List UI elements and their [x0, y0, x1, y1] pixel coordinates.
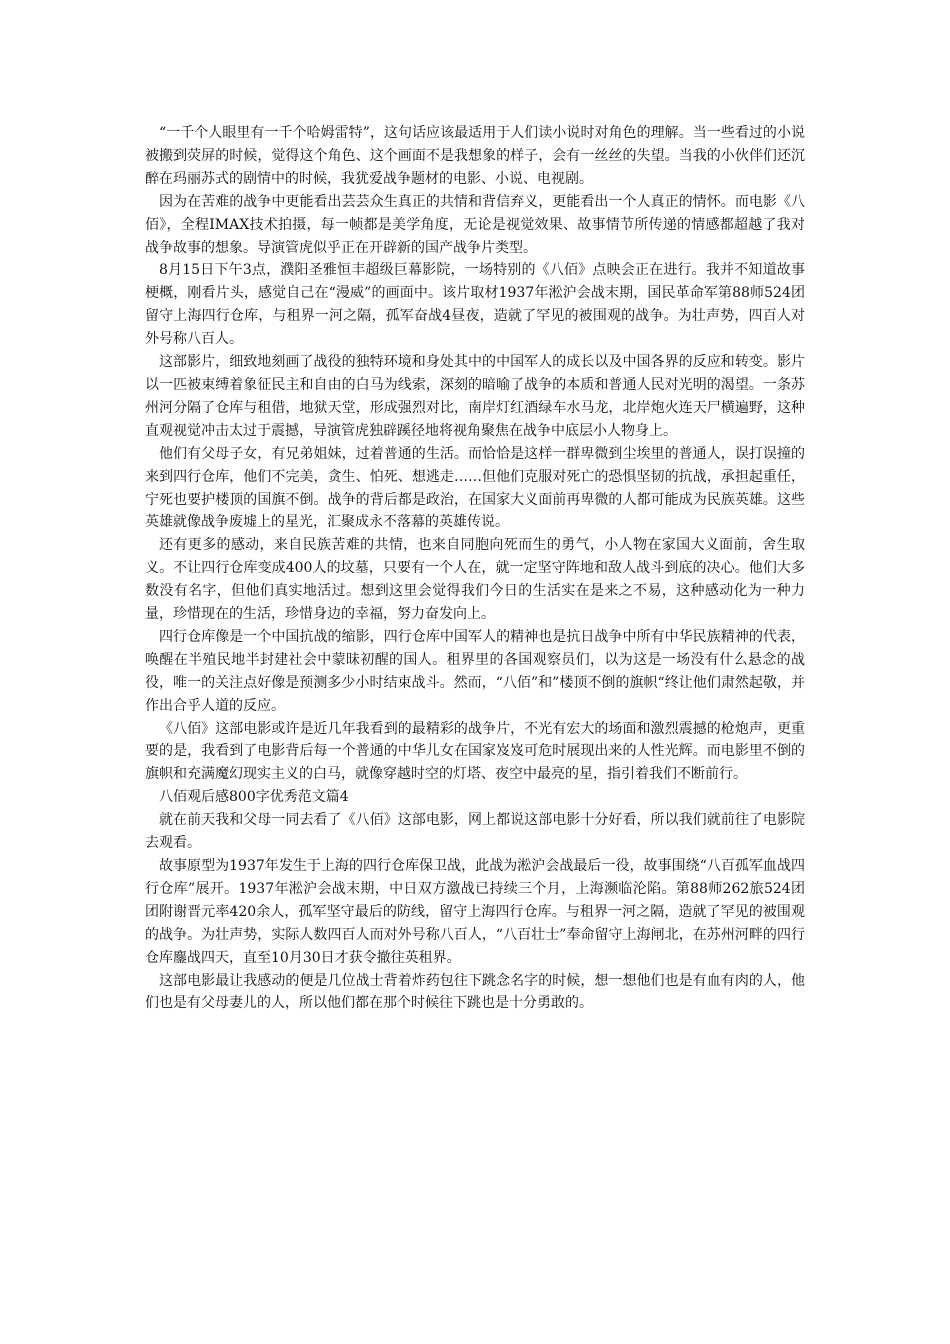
- paragraph-7: 四行仓库像是一个中国抗战的缩影，四行仓库中国军人的精神也是抗日战争中所有中华民族精神的代表，唤醒在半殖民地半封建社会中蒙昧初醒的国人。租界里的各国观察员们，以为这是一场没有什么悬念的战役，唯一的关注点好像是预测多少小时结束战斗。然而，“八佰”和”楼顶不倒的旗帜“终让他们肃然起敬，并作出合乎人道的反应。: [145, 628, 805, 714]
- paragraph-6: 还有更多的感动，来自民族苦难的共情，也来自同胞向死而生的勇气，小人物在家国大义面前，舍生取义。不让四行仓库变成400人的坟墓，只要有一个人在，就一定坚守阵地和敌人战斗到底的决心。他们大多数没有名字，但他们真实地活过。想到这里会觉得我们今日的生活实在是来之不易，这种感动化为一种力量，珍惜现在的生活，珍惜身边的幸福，努力奋发向上。: [145, 537, 805, 623]
- paragraph-4: 这部影片，细致地刻画了战役的独特环境和身处其中的中国军人的成长以及中国各界的反应和转变。影片以一匹被束缚着象征民主和自由的白马为线索，深刻的暗喻了战争的本质和普通人民对光明的渴望。一条苏州河分隔了仓库与租借，地狱天堂，形成强烈对比，南岸灯红酒绿车水马龙，北岸炮火连天尸横遍野，这种直观视觉冲击太过于震撼，导演管虎独辟蹊径地将视角聚焦在战争中底层小人物身上。: [145, 354, 805, 439]
- paragraph-3: 8月15日下午3点，濮阳圣雅恒丰超级巨幕影院，一场特别的《八佰》点映会正在进行。我并不知道故事梗概，刚看片头，感觉自己在“漫威”的画面中。该片取材1937年淞沪会战末期，国民革命军第88师524团留守上海四行仓库，与租界一河之隔，孤军奋战4昼夜，造就了罕见的被围观的战争。为壮声势，四百人对外号称八百人。: [145, 262, 805, 348]
- paragraph-8: 《八佰》这部电影或许是近几年我看到的最精彩的战争片，不光有宏大的场面和激烈震撼的枪炮声，更重要的是，我看到了电影背后每一个普通的中华儿女在国家岌岌可危时展现出来的人性光辉。而电影里不倒的旗帜和充满魔幻现实主义的白马，就像穿越时空的灯塔、夜空中最亮的星，指引着我们不断前行。: [145, 720, 805, 783]
- paragraph-11: 这部电影最让我感动的便是几位战士背着炸药包往下跳念名字的时候，想一想他们也是有血有肉的人，他们也是有父母妻儿的人，所以他们都在那个时候往下跳也是十分勇敢的。: [145, 972, 805, 1012]
- paragraph-10: 故事原型为1937年发生于上海的四行仓库保卫战，此战为淞沪会战最后一役，故事围绕“八百孤军血战四行仓库”展开。1937年淞沪会战末期，中日双方激战已持续三个月，上海濒临沦陷。第88师262旅524团团附谢晋元率420余人，孤军坚守最后的防线，留守上海四行仓库。与租界一河之隔，造就了罕见的被围观的战争。为壮声势，实际人数四百人而对外号称八百人，“八百壮士”奉命留守上海闸北，在苏州河畔的四行仓库鏖战四天，直至10月30日才获令撤往英租界。: [145, 858, 805, 966]
- paragraph-9: 就在前天我和父母一同去看了《八佰》这部电影，网上都说这部电影十分好看，所以我们就前往了电影院去观看。: [145, 812, 805, 852]
- section-heading: 八佰观后感800字优秀范文篇4: [159, 789, 349, 806]
- document-body: [145, 122, 805, 1015]
- paragraph-5: 他们有父母子女，有兄弟姐妹，过着普通的生活。而恰恰是这样一群卑微到尘埃里的普通人，误打误撞的来到四行仓库，他们不完美，贪生、怕死、想逃走……但他们克服对死亡的恐惧坚韧的抗战，承担起重任，宁死也要护楼顶的国旗不倒。战争的背后都是政治，在国家大义面前再卑微的人都可能成为民族英雄。这些英雄就像战争废墟上的星光，汇聚成永不落幕的英雄传说。: [145, 445, 805, 531]
- paragraph-1: “一千个人眼里有一千个哈姆雷特”，这句话应该最适用于人们读小说时对角色的理解。当一些看过的小说被搬到荧屏的时候，觉得这个角色、这个画面不是我想象的样子，会有一丝丝的失望。当我的小伙伴们还沉醉在玛丽苏式的剧情中的时候，我犹爱战争题材的电影、小说、电视剧。: [145, 125, 805, 187]
- paragraph-2: 因为在苦难的战争中更能看出芸芸众生真正的共情和背信弃义，更能看出一个人真正的情怀。而电影《八佰》，全程IMAX技术拍摄，每一帧都是美学角度，无论是视觉效果、故事情节所传递的情感都超越了我对战争故事的想象。导演管虎似乎正在开辟新的国产战争片类型。: [145, 193, 805, 256]
